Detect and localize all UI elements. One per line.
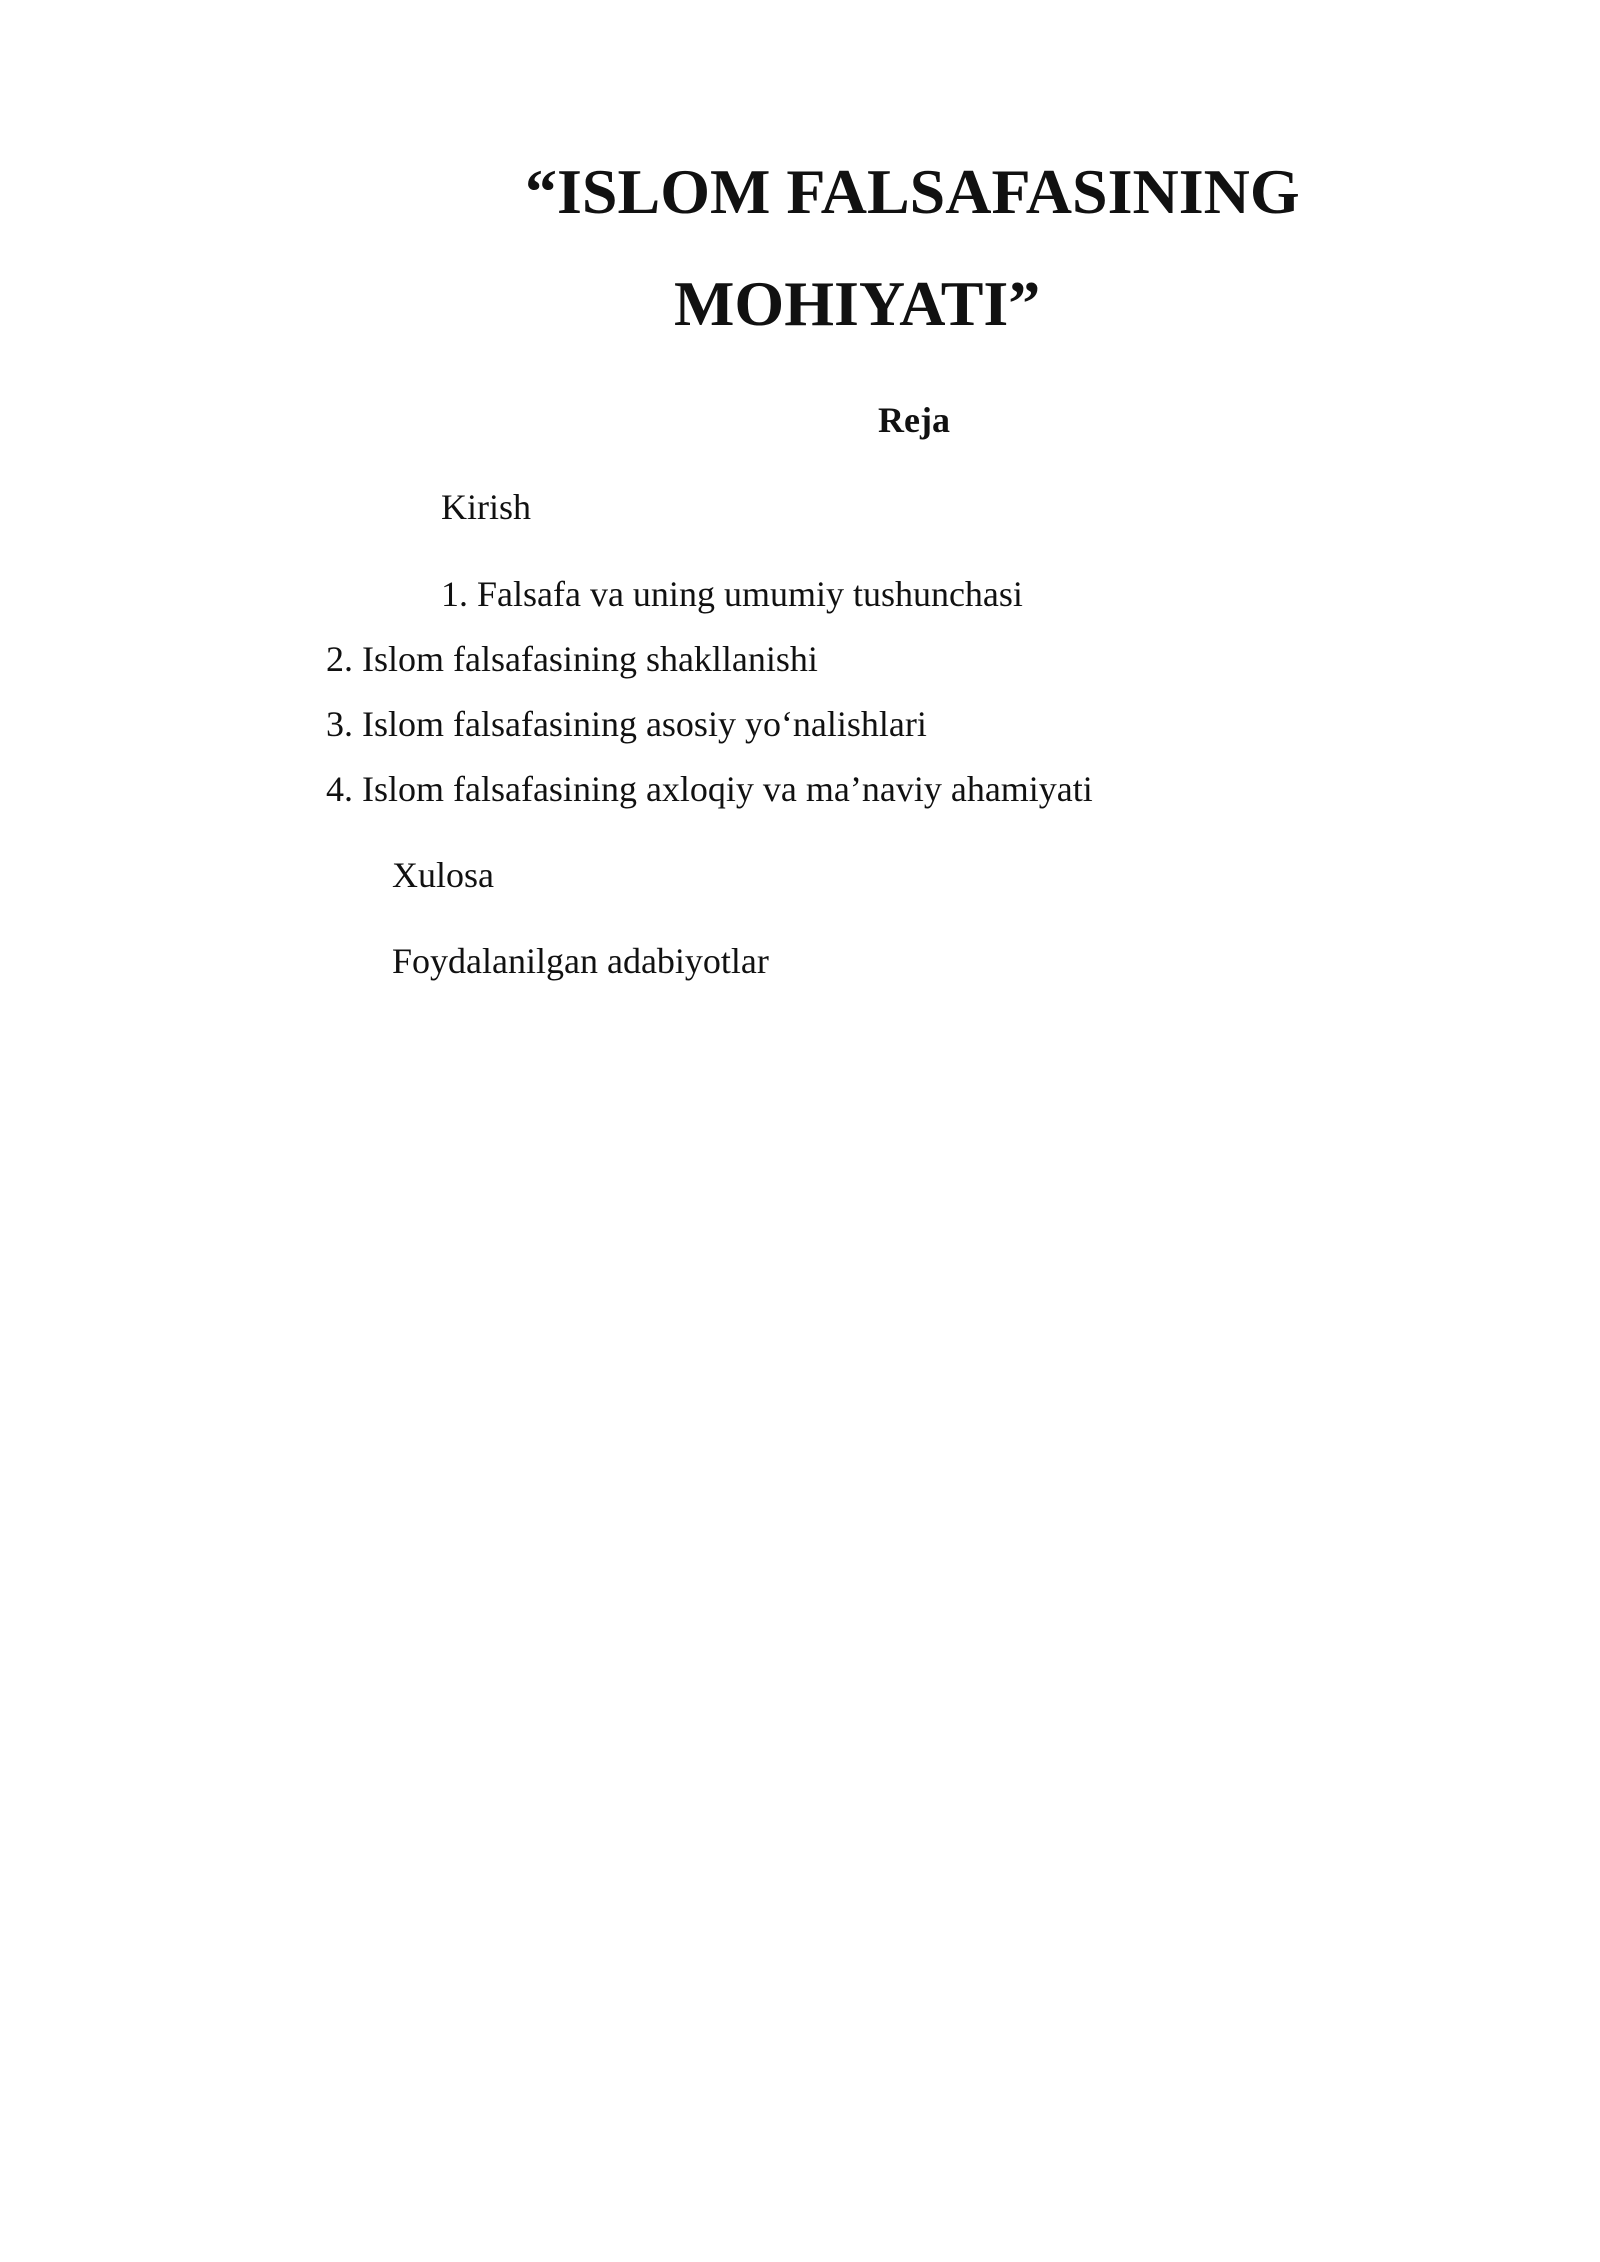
plan-item-4: 4. Islom falsafasining axloqiy va ma’naviy ahamiyati <box>326 769 1093 809</box>
plan-item-references: Foydalanilgan adabiyotlar <box>392 941 769 981</box>
plan-item-2: 2. Islom falsafasining shakllanishi <box>326 639 818 679</box>
document-title-line-1: “ISLOM FALSAFASINING <box>525 156 1300 227</box>
plan-item-3: 3. Islom falsafasining asosiy yo‘nalishlari <box>326 704 927 744</box>
plan-item-intro: Kirish <box>441 487 531 527</box>
plan-item-1: 1. Falsafa va uning umumiy tushunchasi <box>441 574 1023 614</box>
plan-heading: Reja <box>878 400 950 440</box>
document-title-line-2: MOHIYATI” <box>674 268 1041 339</box>
plan-item-conclusion: Xulosa <box>392 855 494 895</box>
